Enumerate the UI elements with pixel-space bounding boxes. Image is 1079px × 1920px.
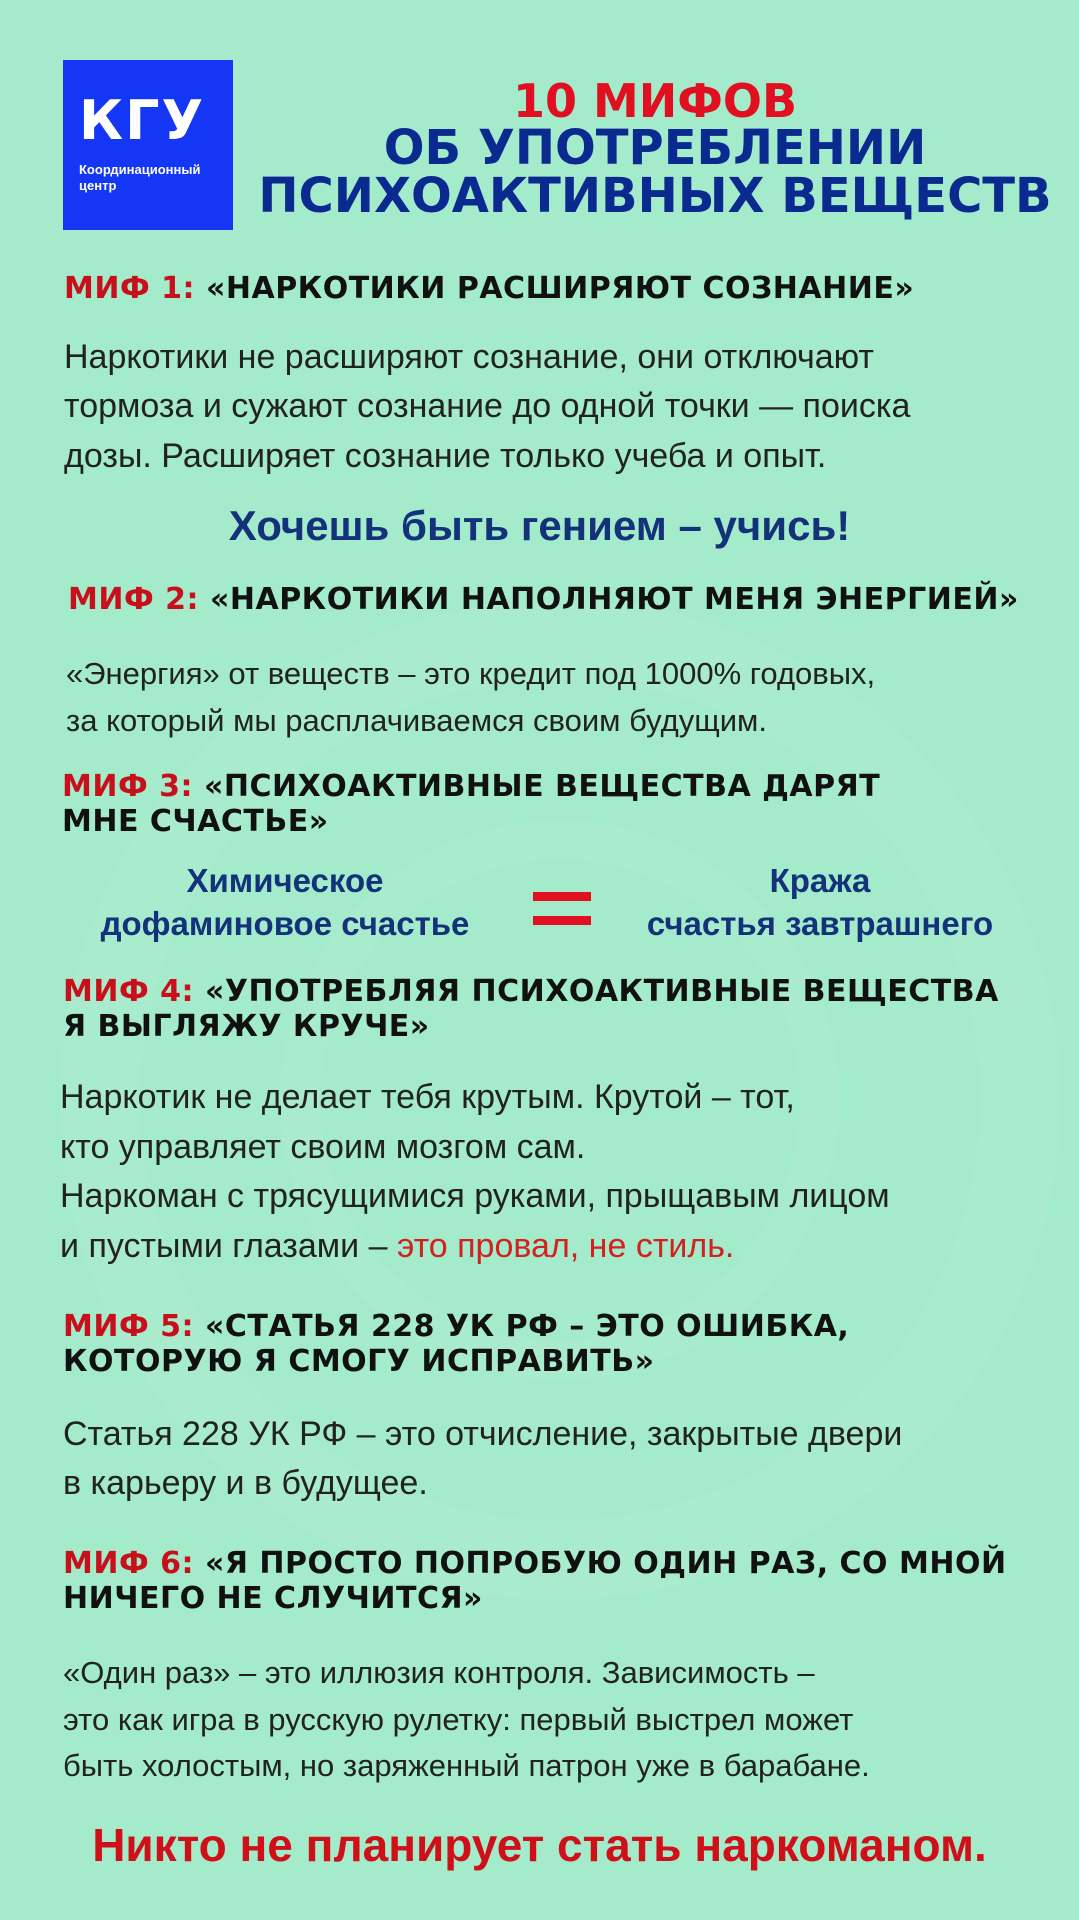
myth-4-claim-line1: «УПОТРЕБЛЯЯ ПСИХОАКТИВНЫЕ ВЕЩЕСТВА — [204, 974, 999, 1009]
myth-1-text-line: дозы. Расширяет сознание только учеба и опыт. — [64, 436, 827, 475]
myth-1-label: МИФ 1: — [64, 271, 196, 306]
myth-6-text-line: «Один раз» – это иллюзия контроля. Зависимость – — [63, 1655, 815, 1690]
myth-2-text-line: «Энергия» от веществ – это кредит под 1000% годовых, — [66, 656, 876, 691]
myth-3-label: МИФ 3: — [62, 769, 194, 804]
myth-5-text — [63, 1410, 902, 1509]
myth-2-label: МИФ 2: — [68, 582, 200, 617]
equation-right-line2: счастья завтрашнего — [646, 904, 994, 942]
page-title — [240, 74, 1070, 224]
myth-6-text — [63, 1650, 870, 1790]
myth-5-label: МИФ 5: — [63, 1309, 195, 1344]
myth-3-claim-line2: МНЕ СЧАСТЬЕ» — [62, 803, 329, 839]
myth-4-text-line: кто управляет своим мозгом сам. — [60, 1127, 586, 1166]
title-line3: ПСИХОАКТИВНЫХ ВЕЩЕСТВ — [258, 168, 1052, 224]
myth-2-text-line: за который мы расплачиваемся своим будущим. — [66, 702, 767, 738]
final-slogan: Никто не планирует стать наркоманом. — [92, 1819, 987, 1871]
myth-4-text — [60, 1073, 890, 1272]
myth-5-claim-line2: КОТОРУЮ Я СМОГУ ИСПРАВИТЬ» — [63, 1343, 655, 1379]
myth-1-slogan: Хочешь быть гением – учись! — [228, 502, 851, 549]
myth-6-text-line: быть холостым, но заряженный патрон уже в барабане. — [63, 1748, 870, 1783]
myth-1-heading — [64, 272, 914, 307]
logo-mark: КГУ — [79, 89, 206, 152]
myth-2-claim: «НАРКОТИКИ НАПОЛНЯЮТ МЕНЯ ЭНЕРГИЕЙ» — [209, 582, 1019, 617]
myth-4-text-line: и пустыми глазами – — [60, 1226, 397, 1265]
logo-subtitle-line2: центр — [79, 178, 117, 194]
kgu-logo — [63, 60, 233, 230]
myth-1-text — [64, 333, 910, 481]
myth-4-heading — [63, 975, 999, 1044]
logo-subtitle-line1: Координационный — [79, 162, 201, 177]
myth-4-text-line-last — [60, 1222, 890, 1272]
equation-right — [610, 860, 1030, 946]
myth-2-text — [66, 651, 875, 744]
myth-4-highlight: это провал, не стиль. — [396, 1226, 735, 1265]
myth-6-claim-line2: НИЧЕГО НЕ СЛУЧИТСЯ» — [63, 1580, 483, 1616]
myth-3-heading — [62, 770, 880, 839]
myth-5-claim-line1: «СТАТЬЯ 228 УК РФ – ЭТО ОШИБКА, — [204, 1309, 850, 1344]
equation-left — [60, 860, 510, 946]
myth-6-label: МИФ 6: — [63, 1546, 195, 1581]
myth-4-claim-line2: Я ВЫГЛЯЖУ КРУЧЕ» — [63, 1008, 430, 1044]
equals-sign-icon — [533, 888, 591, 930]
myth-6-text-line: это как игра в русскую рулетку: первый выстрел может — [63, 1701, 854, 1737]
myth-6-heading — [63, 1547, 1007, 1616]
logo-subtitle — [79, 162, 217, 195]
myth-3-claim-line1: «ПСИХОАКТИВНЫЕ ВЕЩЕСТВА ДАРЯТ — [203, 769, 881, 804]
equation-right-line1: Кража — [769, 862, 871, 899]
myth-6-claim-line1: «Я ПРОСТО ПОПРОБУЮ ОДИН РАЗ, СО МНОЙ — [204, 1546, 1007, 1581]
myth-5-text-line: Статья 228 УК РФ – это отчисление, закрытые двери — [63, 1415, 903, 1453]
title-line2: ОБ УПОТРЕБЛЕНИИ — [383, 120, 927, 176]
myth-5-heading — [63, 1310, 849, 1379]
title-line1: 10 МИФОВ — [512, 74, 798, 128]
myth-2-heading — [68, 583, 1019, 618]
equation-left-line1: Химическое — [186, 862, 384, 899]
myth-4-text-line: Наркоман с трясущимися руками, прыщавым лицом — [60, 1177, 890, 1216]
myth-5-text-line: в карьеру и в будущее. — [63, 1464, 428, 1503]
myth-4-label: МИФ 4: — [63, 974, 195, 1009]
myth-1-text-line: Наркотики не расширяют сознание, они отключают — [64, 338, 875, 376]
myth-4-text-line: Наркотик не делает тебя крутым. Крутой – тот, — [60, 1078, 795, 1116]
myth-1-text-line: тормоза и сужают сознание до одной точки — поиска — [64, 387, 911, 426]
myth-1-claim: «НАРКОТИКИ РАСШИРЯЮТ СОЗНАНИЕ» — [205, 271, 915, 306]
equation-left-line2: дофаминовое счастье — [100, 904, 470, 942]
